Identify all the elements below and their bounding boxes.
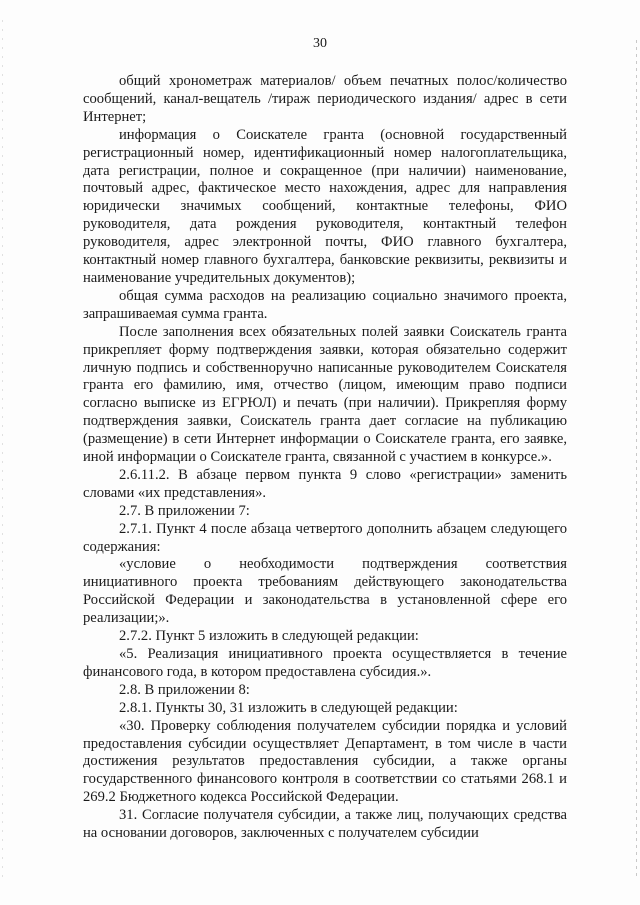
scan-edge-left — [2, 20, 3, 880]
document-body — [83, 73, 567, 843]
paragraph: 31. Согласие получателя субсидии, а также лиц, получающих средства на основании договоров, заключенных с получателем субсидии — [83, 807, 567, 842]
paragraph: «5. Реализация инициативного проекта осуществляется в течение финансового года, в котором предоставлена субсидия.». — [83, 646, 567, 680]
paragraph: 2.7.1. Пункт 4 после абзаца четвертого дополнить абзацем следующего содержания: — [83, 520, 567, 555]
paragraph: «30. Проверку соблюдения получателем субсидии порядка и условий предоставления субсидии осуществляет Департамент, в том числе в части достижения результатов предоставления субсидии, а также органы государственного финансового контроля в соответствии со статьями 268.1 и 269.2 Бюджетного кодекса Российской Федерации. — [83, 717, 567, 806]
paragraph: информация о Соискателе гранта (основной государственный регистрационный номер, идентификационный номер налогоплательщика, дата регистрации, полное и сокращенное (при наличии) наименование, почтовый адрес, фактическое место нахождения, адрес для направления юридически значимых сообщений, контактные телефоны, ФИО руководителя, дата рождения руководителя, контактный телефон руководителя, адрес электронной почты, ФИО главного бухгалтера, контактный номер главного бухгалтера, банковские реквизиты, реквизиты и наименование учредительных документов); — [83, 126, 567, 286]
paragraph: общая сумма расходов на реализацию социально значимого проекта, запрашиваемая сумма гранта. — [83, 287, 567, 322]
paragraph: 2.8.1. Пункты 30, 31 изложить в следующей редакции: — [119, 699, 458, 716]
paragraph: общий хронометраж материалов/ объем печатных полос/количество сообщений, канал-вещатель /тираж периодического издания/ адрес в сети Интернет; — [83, 73, 567, 125]
paragraph: После заполнения всех обязательных полей заявки Соискатель гранта прикрепляет форму подтверждения заявки, которая обязательно содержит личную подпись и собственноручно написанные руководителем Соискателя гранта его фамилию, имя, отчество (лицом, имеющим право подписи согласно выписке из ЕГРЮЛ) и печать (при наличии). Прикрепляя форму подтверждения заявки, Соискатель гранта дает согласие на публикацию (размещение) в сети Интернет информации о Соискателе гранта, его заявке, иной информации о Соискателе гранта, связанной с участием в конкурсе.». — [83, 323, 567, 466]
paragraph: 2.7.2. Пункт 5 изложить в следующей редакции: — [119, 628, 419, 645]
scan-edge-right — [636, 40, 637, 880]
page-number: 30 — [313, 36, 327, 51]
paragraph: 2.7. В приложении 7: — [119, 502, 250, 519]
paragraph: «условие о необходимости подтверждения соответствия инициативного проекта требованиям действующего законодательства Российской Федерации и законодательства в установленной сфере его реализации;». — [83, 556, 567, 627]
paragraph: 2.8. В приложении 8: — [119, 681, 250, 698]
paragraph: 2.6.11.2. В абзаце первом пункта 9 слово «регистрации» заменить словами «их представления». — [83, 466, 567, 501]
